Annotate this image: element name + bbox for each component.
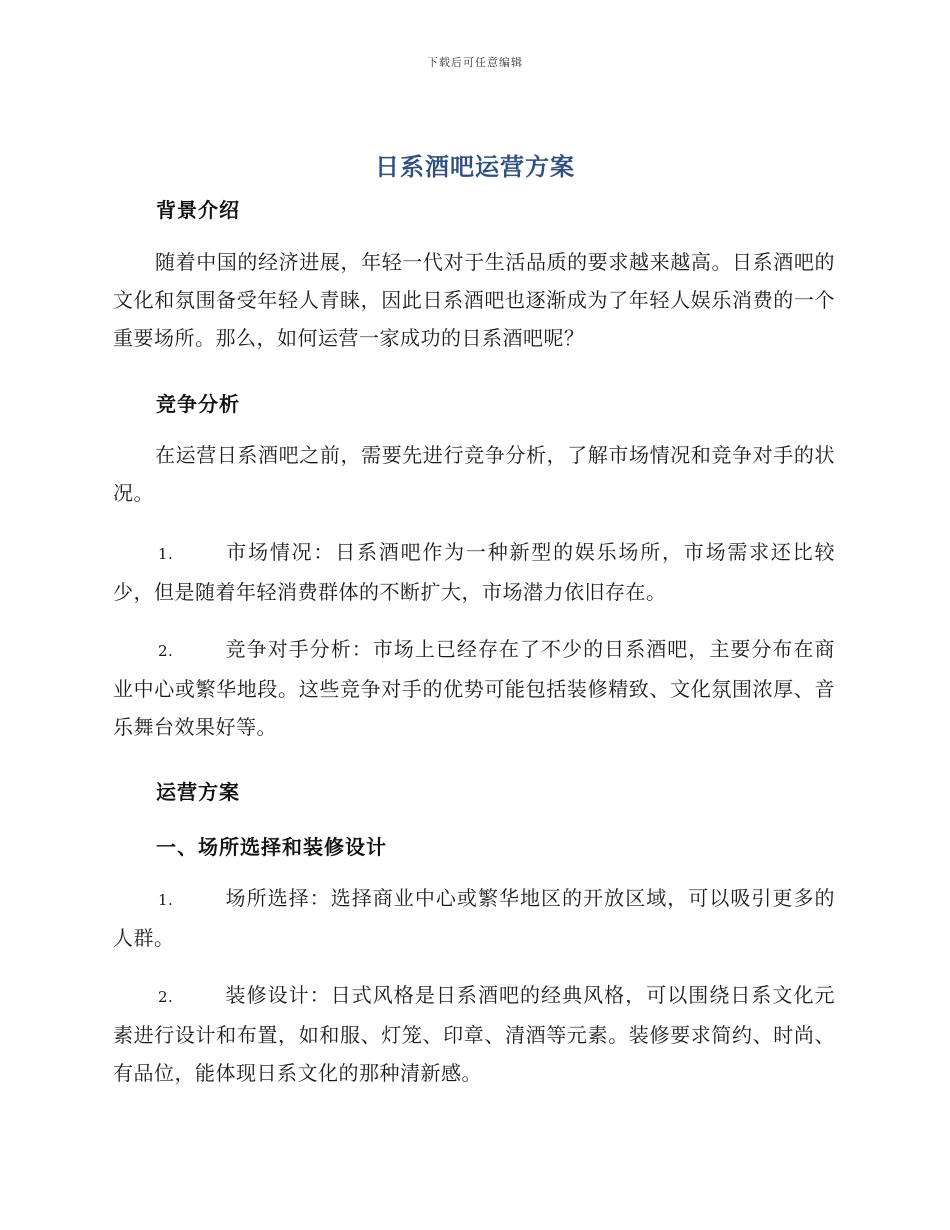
list-item-text: 市场情况：日系酒吧作为一种新型的娱乐场所，市场需求还比较少，但是随着年轻消费群体的不断扩大，市场潜力依旧存在。 — [113, 540, 835, 604]
list-item-text: 竞争对手分析：市场上已经存在了不少的日系酒吧，主要分布在商业中心或繁华地段。这些竞争对手的优势可能包括装修精致、文化氛围浓厚、音乐舞台效果好等。 — [113, 637, 835, 739]
list-number: 2. — [158, 642, 174, 660]
list-item-text: 装修设计：日式风格是日系酒吧的经典风格，可以围绕日系文化元素进行设计和布置，如和服、灯笼、印章、清酒等元素。装修要求简约、时尚、有品位，能体现日系文化的那种清新感。 — [113, 983, 835, 1085]
section-heading-operation: 运营方案 — [156, 780, 240, 804]
list-number: 1. — [158, 891, 174, 909]
paragraph-competition: 在运营日系酒吧之前，需要先进行竞争分析，了解市场情况和竞争对手的状况。 — [113, 443, 835, 505]
list-number: 1. — [158, 545, 174, 563]
list-item-operation-1 — [113, 879, 835, 957]
header-note: 下载后可任意编辑 — [427, 56, 523, 69]
section-heading-background: 背景介绍 — [156, 198, 240, 222]
section-heading-competition: 竞争分析 — [156, 392, 240, 416]
document-title: 日系酒吧运营方案 — [375, 153, 575, 181]
list-number: 2. — [158, 988, 174, 1006]
subsection-heading-venue: 一、场所选择和装修设计 — [156, 835, 387, 859]
paragraph-background: 随着中国的经济进展，年轻一代对于生活品质的要求越来越高。日系酒吧的文化和氛围备受年轻人青睐，因此日系酒吧也逐渐成为了年轻人娱乐消费的一个重要场所。那么，如何运营一家成功的日系酒吧呢？ — [113, 250, 835, 350]
list-item-text: 场所选择：选择商业中心或繁华地区的开放区域，可以吸引更多的人群。 — [113, 886, 835, 950]
list-item-competition-1 — [113, 533, 835, 611]
list-item-competition-2 — [113, 630, 835, 746]
list-item-operation-2 — [113, 976, 835, 1092]
